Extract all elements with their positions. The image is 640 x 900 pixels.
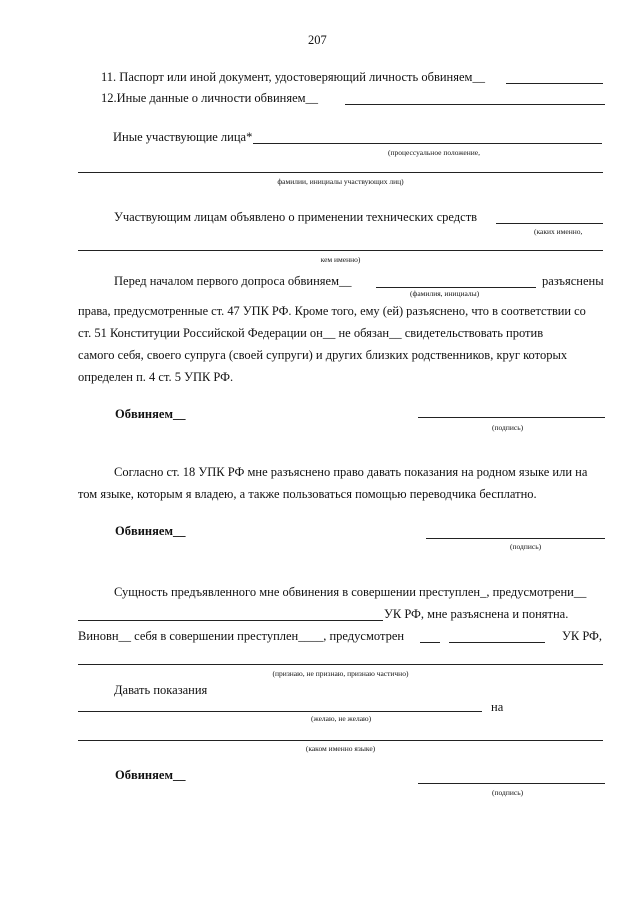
other-participants-field-line[interactable]: [253, 143, 602, 144]
interrogation-line-2: права, предусмотренные ст. 47 УПК РФ. Кроме того, ему (ей) разъяснено, что в соответствии со: [78, 304, 586, 318]
charge-line-3-start: Виновн__ себя в совершении преступлен____, предусмотрен: [78, 629, 405, 643]
page-number: 207: [308, 33, 327, 47]
admission-hint: (признаю, не признаю, признаю частично): [272, 669, 409, 678]
item-11-label: 11. Паспорт или иной документ, удостоверяющий личность обвиняем__: [101, 70, 485, 84]
charge-line-1: Сущность предъявленного мне обвинения в совершении преступлен_, предусмотрени__: [114, 585, 587, 599]
testify-label: Давать показания: [114, 683, 208, 697]
participant-names-hint: фамилии, инициалы участвующих лиц): [277, 177, 404, 186]
participant-names-field-line[interactable]: [78, 172, 603, 173]
interrogation-line-5: определен п. 4 ст. 5 УПК РФ.: [78, 370, 234, 384]
technical-means-label: Участвующим лицам объявлено о применении технических средств: [114, 210, 478, 224]
interrogation-line-3: ст. 51 Конституции Российской Федерации он__ не обязан__ свидетельствовать против: [78, 326, 544, 340]
which-means-hint: (каких именно,: [534, 227, 583, 236]
item-11-field-line[interactable]: [506, 83, 603, 84]
interrogation-suffix: разъяснены: [542, 274, 604, 288]
by-whom-field-line[interactable]: [78, 250, 603, 251]
on-language-word: на: [491, 700, 504, 714]
procedural-status-hint: (процессуальное положение,: [388, 148, 480, 157]
guilty-article-field-line-b[interactable]: [449, 642, 545, 643]
signature-line-2[interactable]: [426, 538, 605, 539]
accused-name-field-line[interactable]: [376, 287, 536, 288]
signature-line-3[interactable]: [418, 783, 605, 784]
language-line-1: Согласно ст. 18 УПК РФ мне разъяснено право давать показания на родном языке или на: [114, 465, 588, 479]
interrogation-line-4: самого себя, своего супруга (своей супруги) и других близких родственников, круг которых: [78, 348, 568, 362]
signature-line-1[interactable]: [418, 417, 605, 418]
signature-hint-1: (подпись): [492, 423, 524, 432]
item-12-field-line[interactable]: [345, 104, 605, 105]
other-participants-label: Иные участвующие лица*: [113, 130, 253, 144]
language-line-2: том языке, которым я владею, а также пользоваться помощью переводчика бесплатно.: [78, 487, 537, 501]
guilty-article-field-line-a[interactable]: [420, 642, 440, 643]
name-initials-hint: (фамилия, инициалы): [410, 289, 480, 298]
technical-means-field-line[interactable]: [496, 223, 603, 224]
by-whom-hint: кем именно): [320, 255, 361, 264]
charge-line-2: УК РФ, мне разъяснена и понятна.: [384, 607, 569, 621]
accused-signature-label-2: Обвиняем__: [115, 524, 186, 538]
signature-hint-3: (подпись): [492, 788, 524, 797]
interrogation-prefix: Перед началом первого допроса обвиняем__: [114, 274, 352, 288]
item-12-label: 12.Иные данные о личности обвиняем__: [101, 91, 319, 105]
testify-field-line[interactable]: [78, 711, 482, 712]
language-hint: (каком именно языке): [305, 744, 376, 753]
charge-line-3-end: УК РФ,: [562, 629, 603, 643]
signature-hint-2: (подпись): [510, 542, 542, 551]
accused-signature-label-1: Обвиняем__: [115, 407, 186, 421]
charge-article-field-line[interactable]: [78, 620, 383, 621]
willing-hint: (желаю, не желаю): [311, 714, 372, 723]
language-field-line[interactable]: [78, 740, 603, 741]
accused-signature-label-3: Обвиняем__: [115, 768, 186, 782]
admission-field-line[interactable]: [78, 664, 603, 665]
